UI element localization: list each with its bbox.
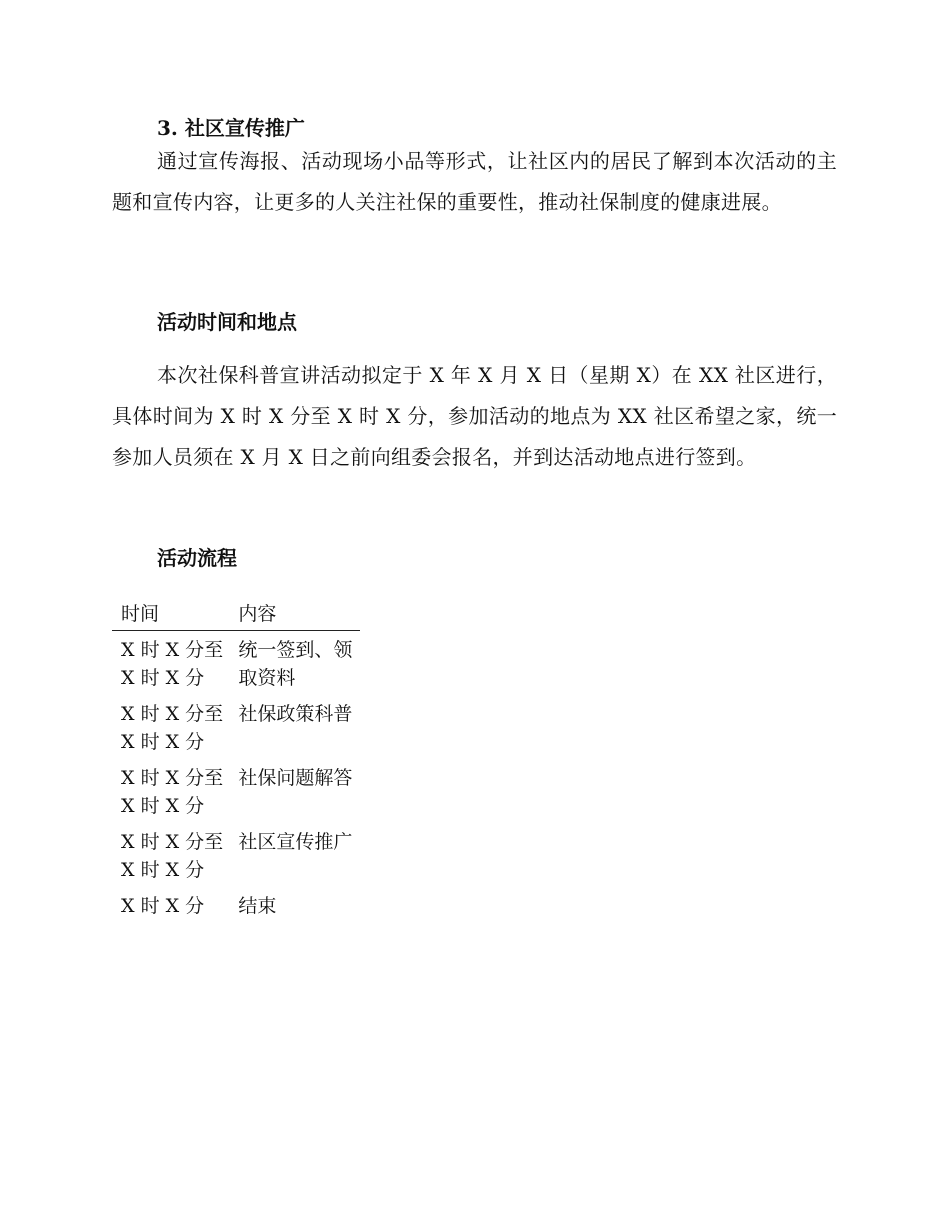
table-row xyxy=(112,887,360,923)
cell-content: 统一签到、领取资料 xyxy=(238,639,353,689)
section-heading-time-and-place: 活动时间和地点 xyxy=(157,310,297,334)
cell-content: 结束 xyxy=(238,895,277,917)
cell-time: X 时 X 分至 X 时 X 分 xyxy=(121,639,224,689)
paragraph-community-promotion: 通过宣传海报、活动现场小品等形式，让社区内的居民了解到本次活动的主题和宣传内容，让更多的人关注社保的重要性，推动社保制度的健康进展。 xyxy=(112,149,837,214)
cell-time: X 时 X 分至 X 时 X 分 xyxy=(121,831,224,881)
cell-content: 社区宣传推广 xyxy=(238,831,353,853)
table-header-row xyxy=(112,600,360,631)
section-heading-activity-process: 活动流程 xyxy=(157,546,237,570)
cell-content: 社保政策科普 xyxy=(238,703,353,725)
column-header-content: 内容 xyxy=(229,600,360,631)
table-row xyxy=(112,823,360,887)
cell-content: 社保问题解答 xyxy=(238,767,353,789)
cell-time: X 时 X 分 xyxy=(121,895,205,917)
cell-time: X 时 X 分至 X 时 X 分 xyxy=(121,767,224,817)
table-row xyxy=(112,631,360,696)
cell-time: X 时 X 分至 X 时 X 分 xyxy=(121,703,224,753)
column-header-time: 时间 xyxy=(112,600,229,631)
activity-process-table xyxy=(112,600,360,923)
table-row xyxy=(112,759,360,823)
section-heading-community-promotion: 3. 社区宣传推广 xyxy=(157,116,305,140)
table-row xyxy=(112,695,360,759)
paragraph-time-and-place: 本次社保科普宣讲活动拟定于 X 年 X 月 X 日（星期 X）在 XX 社区进行，具体时间为 X 时 X 分至 X 时 X 分，参加活动的地点为 XX 社区希望之家，统一参加人员须在 X 月 X 日之前向组委会报名，并到达活动地点进行签到。 xyxy=(112,363,837,469)
